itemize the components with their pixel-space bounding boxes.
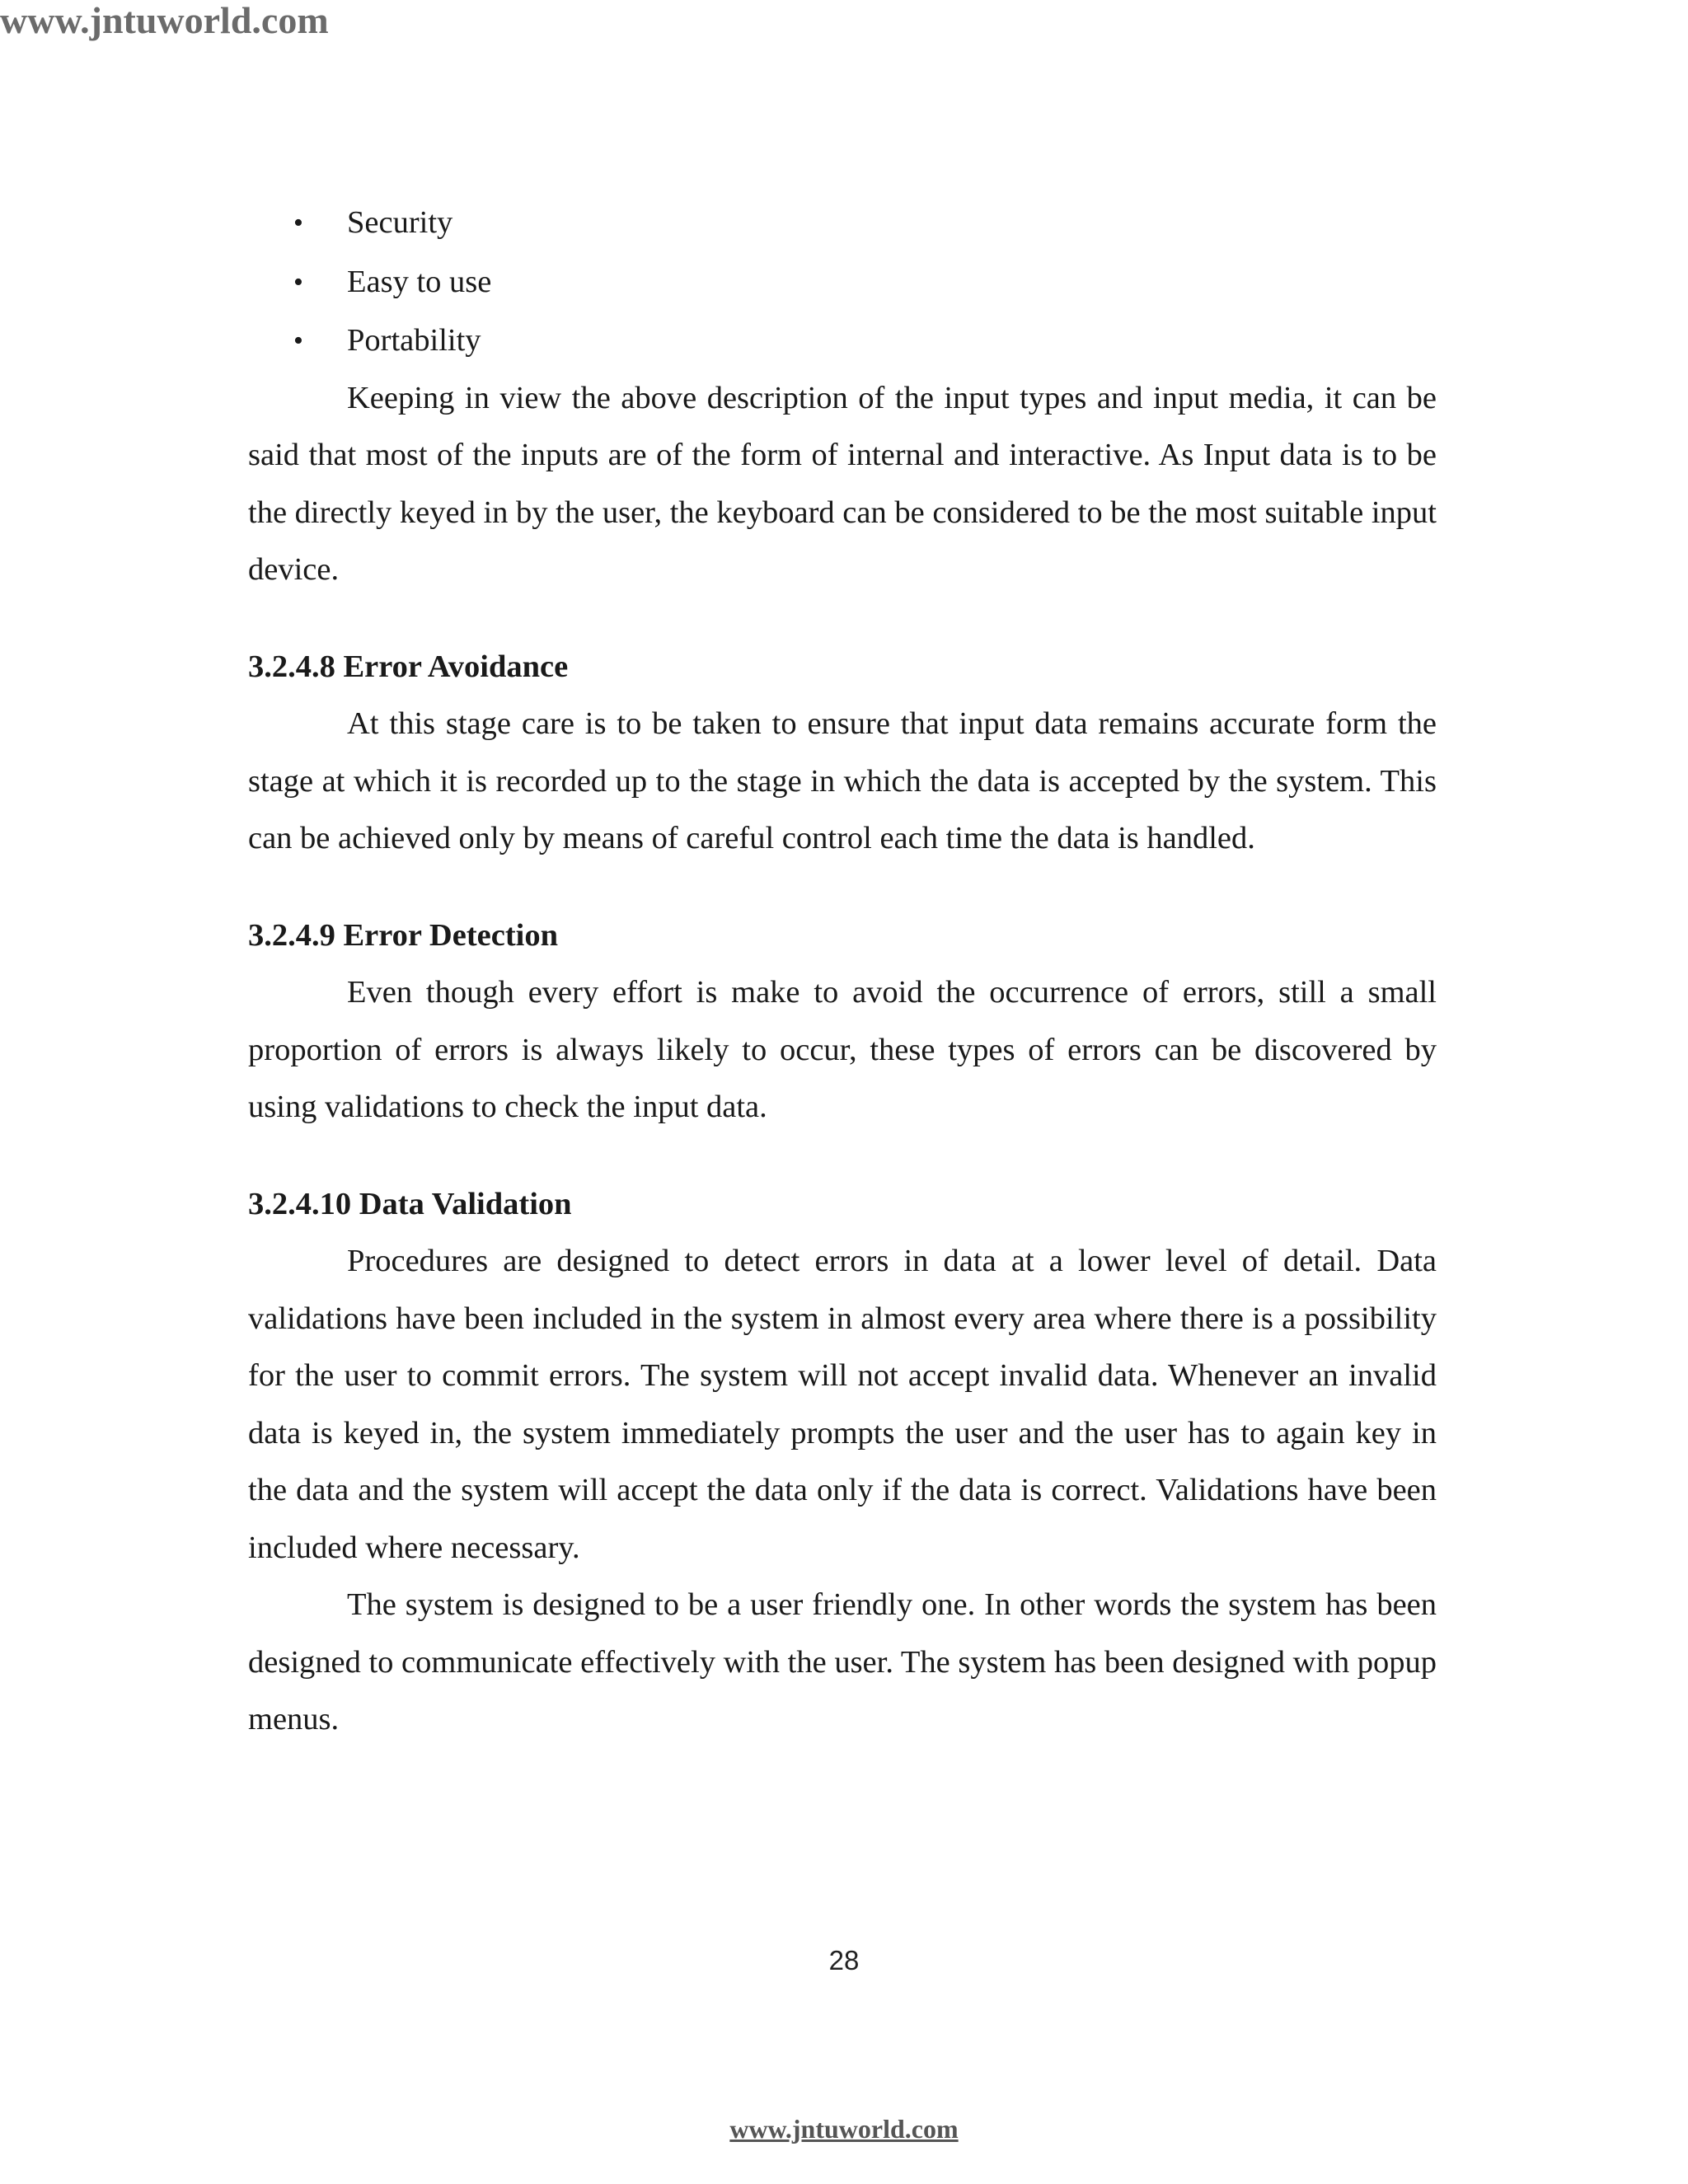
- bullet-text: Portability: [347, 323, 481, 358]
- section-heading-data-validation: 3.2.4.10 Data Validation: [248, 1186, 572, 1221]
- list-item: [248, 312, 1437, 372]
- header-watermark: www.jntuworld.com: [0, 0, 329, 41]
- bullet-text: Easy to use: [347, 264, 492, 299]
- section-paragraph: At this stage care is to be taken to ensure that input data remains accurate form the stage at which it is recorded up to the stage in which the data is accepted by the system. This can be achieved only by means of careful control each time the data is handled.: [248, 706, 1437, 855]
- section-paragraph: Procedures are designed to detect errors in data at a lower level of detail. Data validations have been included in the system in almost every area where there is a possibility for the user to commit errors. The system will not accept invalid data. Whenever an invalid data is keyed in, the system immediately prompts the user and the user has to again key in the data and the system will accept the data only if the data is correct. Validations have been included where necessary.: [248, 1244, 1437, 1565]
- bullet-text: Security: [347, 205, 453, 240]
- bullet-list: [248, 194, 1437, 372]
- page-content: [248, 194, 1437, 1749]
- intro-paragraph: Keeping in view the above description of the input types and input media, it can be said that most of the inputs are of the form of internal and interactive. As Input data is to be the directly keyed in by the user, the keyboard can be considered to be the most suitable input device.: [248, 380, 1437, 587]
- section-heading-error-avoidance: 3.2.4.8 Error Avoidance: [248, 649, 569, 684]
- bullet-icon: •: [293, 326, 303, 356]
- bullet-icon: •: [293, 208, 303, 238]
- list-item: [248, 194, 1437, 254]
- section-heading-error-detection: 3.2.4.9 Error Detection: [248, 917, 558, 953]
- list-item: [248, 254, 1437, 313]
- section-paragraph: Even though every effort is make to avoid the occurrence of errors, still a small proportion of errors is always likely to occur, these types of errors can be discovered by using validations to check the input data.: [248, 975, 1437, 1124]
- bullet-icon: •: [293, 266, 303, 298]
- page-number: 28: [828, 1945, 860, 1975]
- footer-watermark-link[interactable]: www.jntuworld.com: [729, 2114, 959, 2144]
- section-paragraph: The system is designed to be a user friendly one. In other words the system has been designed to communicate effectively with the user. The system has been designed with popup menus.: [248, 1587, 1437, 1736]
